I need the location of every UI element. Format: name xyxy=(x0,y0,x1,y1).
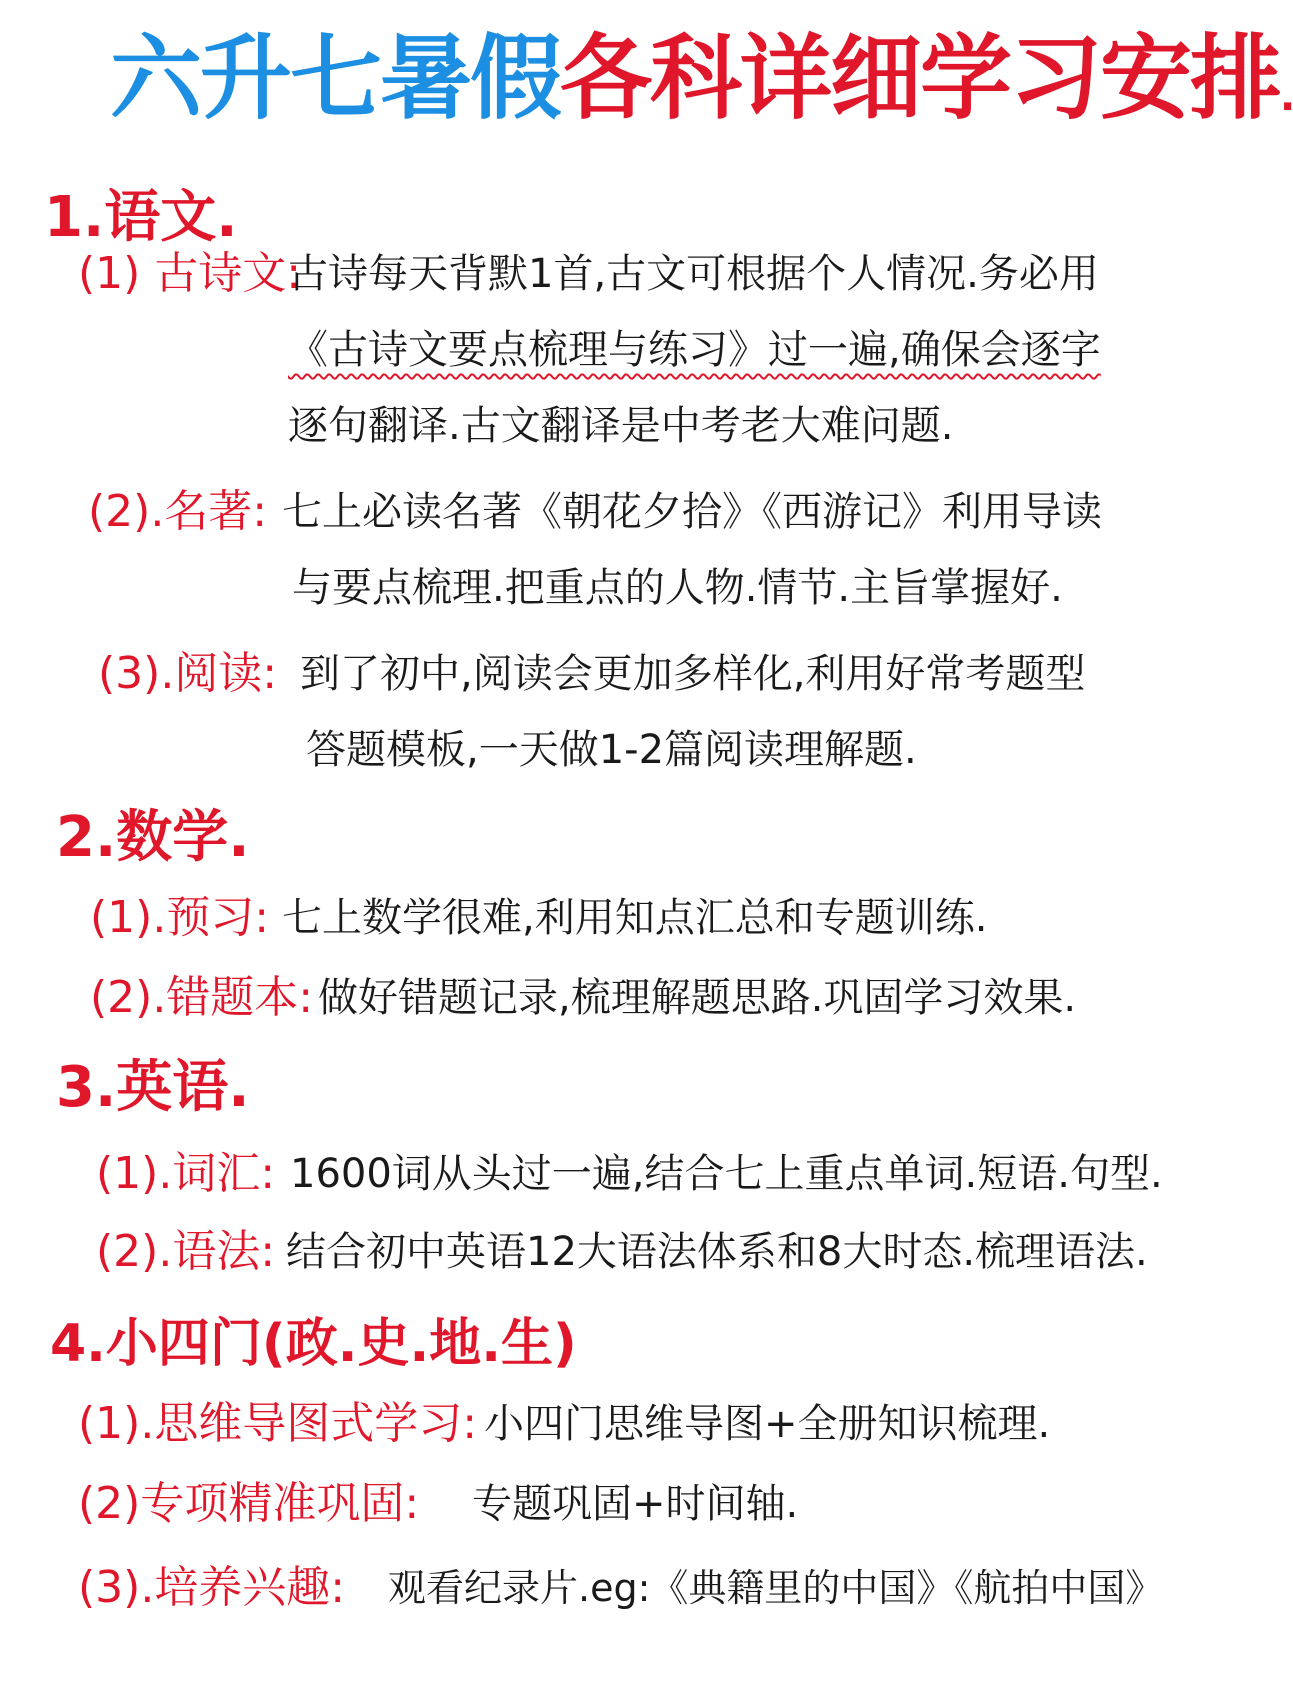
item-classics xyxy=(0,474,1280,550)
section-heading-english: 3.英语. xyxy=(56,1055,250,1120)
item-label: (1).预习: xyxy=(90,892,270,943)
item-label: (2).名著: xyxy=(88,486,268,537)
item-line: 到了初中,阅读会更加多样化,利用好常考题型 xyxy=(300,651,1086,697)
item-ancient-poetry xyxy=(0,236,1280,312)
title-red: 各科详细学习安排 xyxy=(560,25,1281,132)
item-line: 古诗每天背默1首,古文可根据个人情况.务必用 xyxy=(288,251,1099,297)
item-preview xyxy=(0,880,1280,956)
item-vocabulary xyxy=(0,1136,1280,1212)
item-reading-cont xyxy=(0,712,1280,788)
section-heading-math: 2.数学. xyxy=(56,805,250,870)
item-label: (3).阅读: xyxy=(98,648,278,699)
item-label: (2).语法: xyxy=(96,1226,276,1277)
item-mistake-book xyxy=(0,960,1280,1036)
item-reading xyxy=(0,636,1280,712)
page-title xyxy=(110,25,1293,132)
item-interest xyxy=(0,1550,1280,1626)
item-line: 与要点梳理.把重点的人物.情节.主旨掌握好. xyxy=(292,565,1063,611)
item-grammar xyxy=(0,1214,1280,1290)
item-label: (2)专项精准巩固: xyxy=(78,1478,420,1529)
item-targeted-review xyxy=(0,1466,1280,1542)
item-mind-map xyxy=(0,1386,1280,1462)
item-ancient-poetry-cont xyxy=(0,312,1280,388)
item-label: (3).培养兴趣: xyxy=(78,1562,346,1613)
section-heading-chinese: 1.语文. xyxy=(44,185,238,250)
item-label: (1) 古诗文: xyxy=(78,248,302,299)
title-blue: 六升七暑假 xyxy=(110,25,561,132)
item-label: (1).词汇: xyxy=(96,1148,276,1199)
item-line: 七上数学很难,利用知点汇总和专题训练. xyxy=(282,895,988,941)
item-line: 做好错题记录,梳理解题思路.巩固学习效果. xyxy=(318,975,1077,1021)
item-line: 1600词从头过一遍,结合七上重点单词.短语.句型. xyxy=(290,1151,1163,1197)
item-line: 逐句翻译.古文翻译是中考老大难问题. xyxy=(288,403,954,449)
item-ancient-poetry-cont xyxy=(0,388,1280,464)
item-line: 答题模板,一天做1-2篇阅读理解题. xyxy=(306,727,917,773)
item-classics-cont xyxy=(0,550,1280,626)
item-line: 《古诗文要点梳理与练习》过一遍,确保会逐字 xyxy=(288,327,1101,373)
item-line: 七上必读名著《朝花夕拾》《西游记》利用导读 xyxy=(282,489,1102,535)
section-heading-minor-subjects: 4.小四门(政.史.地.生) xyxy=(50,1314,577,1374)
item-label: (1).思维导图式学习: xyxy=(78,1398,478,1449)
item-label: (2).错题本: xyxy=(90,972,314,1023)
title-dot: . xyxy=(1280,74,1293,120)
item-line: 观看纪录片.eg:《典籍里的中国》《航拍中国》 xyxy=(388,1566,1164,1610)
item-line: 专题巩固+时间轴. xyxy=(472,1481,799,1527)
item-line: 结合初中英语12大语法体系和8大时态.梳理语法. xyxy=(286,1229,1148,1275)
item-line: 小四门思维导图+全册知识梳理. xyxy=(484,1401,1051,1447)
